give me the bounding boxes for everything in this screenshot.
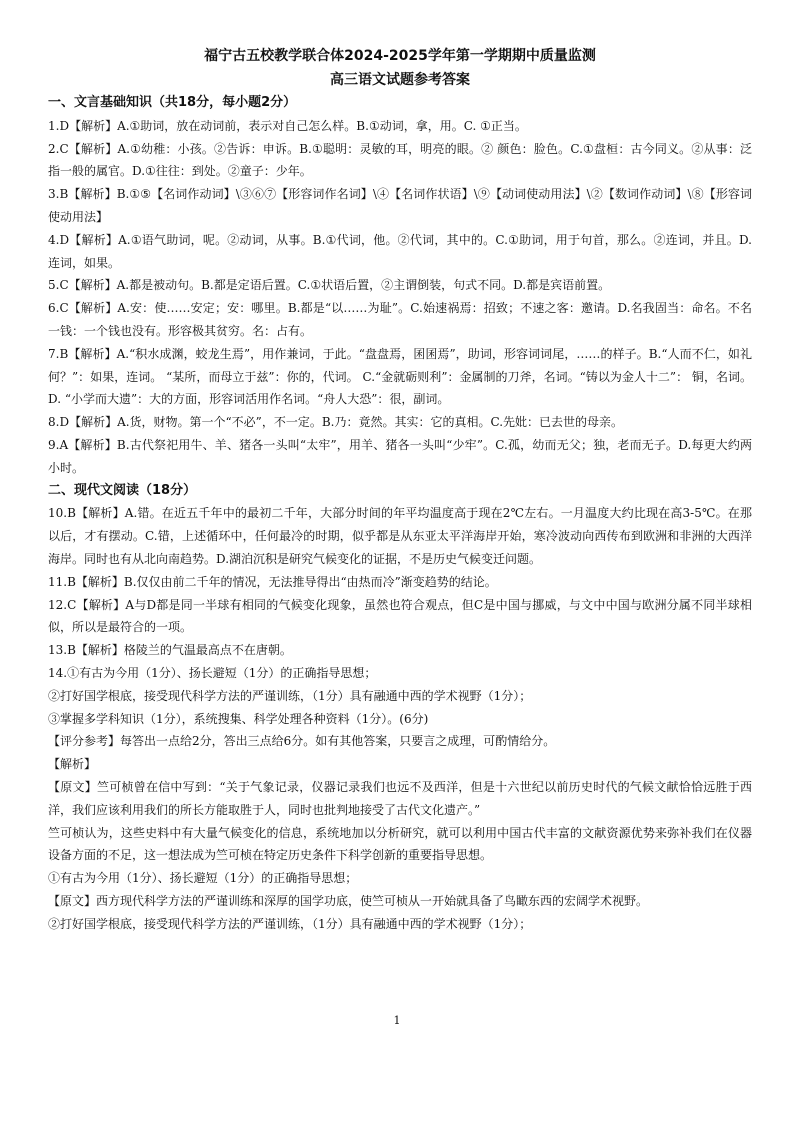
original-text-quote: 【原文】竺可桢曾在信中写到：“关于气象记录，仪器记录我们也远不及西洋，但是十六世纪以前历史时代的气候文献恰恰远胜于西洋，我们应该利用我们的所长方能取胜于人，同时也批判地接受了古代文化遗产。” <box>48 779 752 817</box>
answer-item: 14.①有古为今用（1分）、扬长避短（1分）的正确指导思想； <box>48 665 377 680</box>
answer-item: 1.D【解析】A.①助词，放在动词前，表示对自己怎么样。B.①动词，拿，用。C. ①正当。 <box>48 118 527 133</box>
section-modern-answers <box>48 502 752 935</box>
answer-item: 3.B【解析】B.①⑤【名词作动词】\③⑥⑦【形容词作名词】\④【名词作状语】\⑨【动词使动用法】\②【数词作动词】\⑧【形容词使动用法】 <box>48 187 752 224</box>
answer-item: 2.C【解析】A.①幼稚：小孩。②告诉：申诉。B.①聪明：灵敏的耳，明亮的眼。② 颜色：脸色。C.①盘桓：古今同义。②从事：泛指一般的属官。D.①往往：到处。②童子：少年。 <box>48 141 752 179</box>
answer-item: 4.D【解析】A.①语气助词，呢。②动词，从事。B.①代词，他。②代词，其中的。C.①助词，用于句首，那么。②连词，并且。D.连词，如果。 <box>48 232 752 270</box>
scoring-note: 【评分参考】每答出一点给2分，答出三点给6分。如有其他答案，只要言之成理，可酌情给分。 <box>48 734 556 749</box>
analysis-paragraph: 竺可桢认为，这些史料中有大量气候变化的信息，系统地加以分析研究，就可以利用中国古代丰富的文献资源优势来弥补我们在仪器设备方面的不足，这一想法成为竺可桢在特定历史条件下科学创新的重要指导思想。 <box>48 825 752 863</box>
answer-item: ②打好国学根底，接受现代科学方法的严谨训练，（1分）具有融通中西的学术视野（1分）； <box>48 688 532 703</box>
answer-item: 10.B【解析】A.错。在近五千年中的最初二千年，大部分时间的年平均温度高于现在2℃左右。一月温度大约比现在高3-5℃。在那以后，才有摆动。C.错，上述循环中，任何最冷的时期，似乎都是从东亚太平洋海岸开始，寒冷波动向西传布到欧洲和非洲的大西洋海岸。同时也有从北向南趋势。D.湖泊沉积是研究气候变化的证据，不是历史气候变迁问题。 <box>48 506 752 566</box>
answer-item: 9.A【解析】B.古代祭祀用牛、羊、猪各一头叫“太牢”，用羊、猪各一头叫“少牢”。C.孤，幼而无父；独，老而无子。D.每更大约两小时。 <box>48 437 752 475</box>
section-classical-answers <box>48 115 752 480</box>
answer-item: 5.C【解析】A.都是被动句。B.都是定语后置。C.①状语后置，②主谓倒装，句式不同。D.都是宾语前置。 <box>48 278 611 293</box>
answer-item: 12.C【解析】A与D都是同一半球有相同的气候变化现象，虽然也符合观点，但C是中国与挪威，与文中中国与欧洲分属不同半球相似，所以是最符合的一项。 <box>48 597 752 635</box>
answer-item: 6.C【解析】A.安：使……安定；安：哪里。B.都是“以……为耻”。C.始速祸焉：招致；不速之客：邀请。D.名我固当：命名。不名一钱：一个钱也没有。形容极其贫穷。名：占有。 <box>48 301 752 338</box>
answer-item: 8.D【解析】A.货，财物。第一个“不必”，不一定。B.乃：竟然。其实：它的真相。C.先妣：已去世的母亲。 <box>48 415 624 430</box>
original-text-quote: 【原文】西方现代科学方法的严谨训练和深厚的国学功底，使竺可桢从一开始就具备了鸟瞰东西的宏阔学术视野。 <box>48 893 649 908</box>
answer-item: 11.B【解析】B.仅仅由前二千年的情况，无法推导得出“由热而冷”渐变趋势的结论。 <box>48 574 497 589</box>
answer-item: 7.B【解析】A.“积水成渊，蛟龙生焉”，用作兼词，于此。“盘盘焉，囷囷焉”，助词，形容词词尾，……的样子。B.“人而不仁，如礼何？”：如果，连词。 “某所，而母立于兹”：你的，代词。 C.“金就砺则利”：金属制的刀斧，名词。“铸以为金人十二”： 铜，名词。D. “小学而大遗”：大的方面，形容词活用作名词。“舟人大恐”：很，副词。 <box>48 346 752 407</box>
page-number: 1 <box>393 1014 401 1027</box>
section-heading-modern: 二、现代文阅读（18分） <box>48 482 197 498</box>
answer-item: ①有古为今用（1分）、扬长避短（1分）的正确指导思想； <box>48 871 358 886</box>
document-title: 福宁古五校教学联合体2024-2025学年第一学期期中质量监测 <box>204 48 596 64</box>
section-heading-classical: 一、文言基础知识（共18分，每小题2分） <box>48 95 297 110</box>
answer-item: ③掌握多学科知识（1分），系统搜集、科学处理各种资料（1分）。(6分) <box>48 711 429 726</box>
answer-item: ②打好国学根底，接受现代科学方法的严谨训练，（1分）具有融通中西的学术视野（1分）； <box>48 916 532 931</box>
document-subtitle: 高三语文试题参考答案 <box>330 72 470 88</box>
analysis-label: 【解析】 <box>48 757 97 772</box>
answer-item: 13.B【解析】格陵兰的气温最高点不在唐朝。 <box>48 643 292 658</box>
